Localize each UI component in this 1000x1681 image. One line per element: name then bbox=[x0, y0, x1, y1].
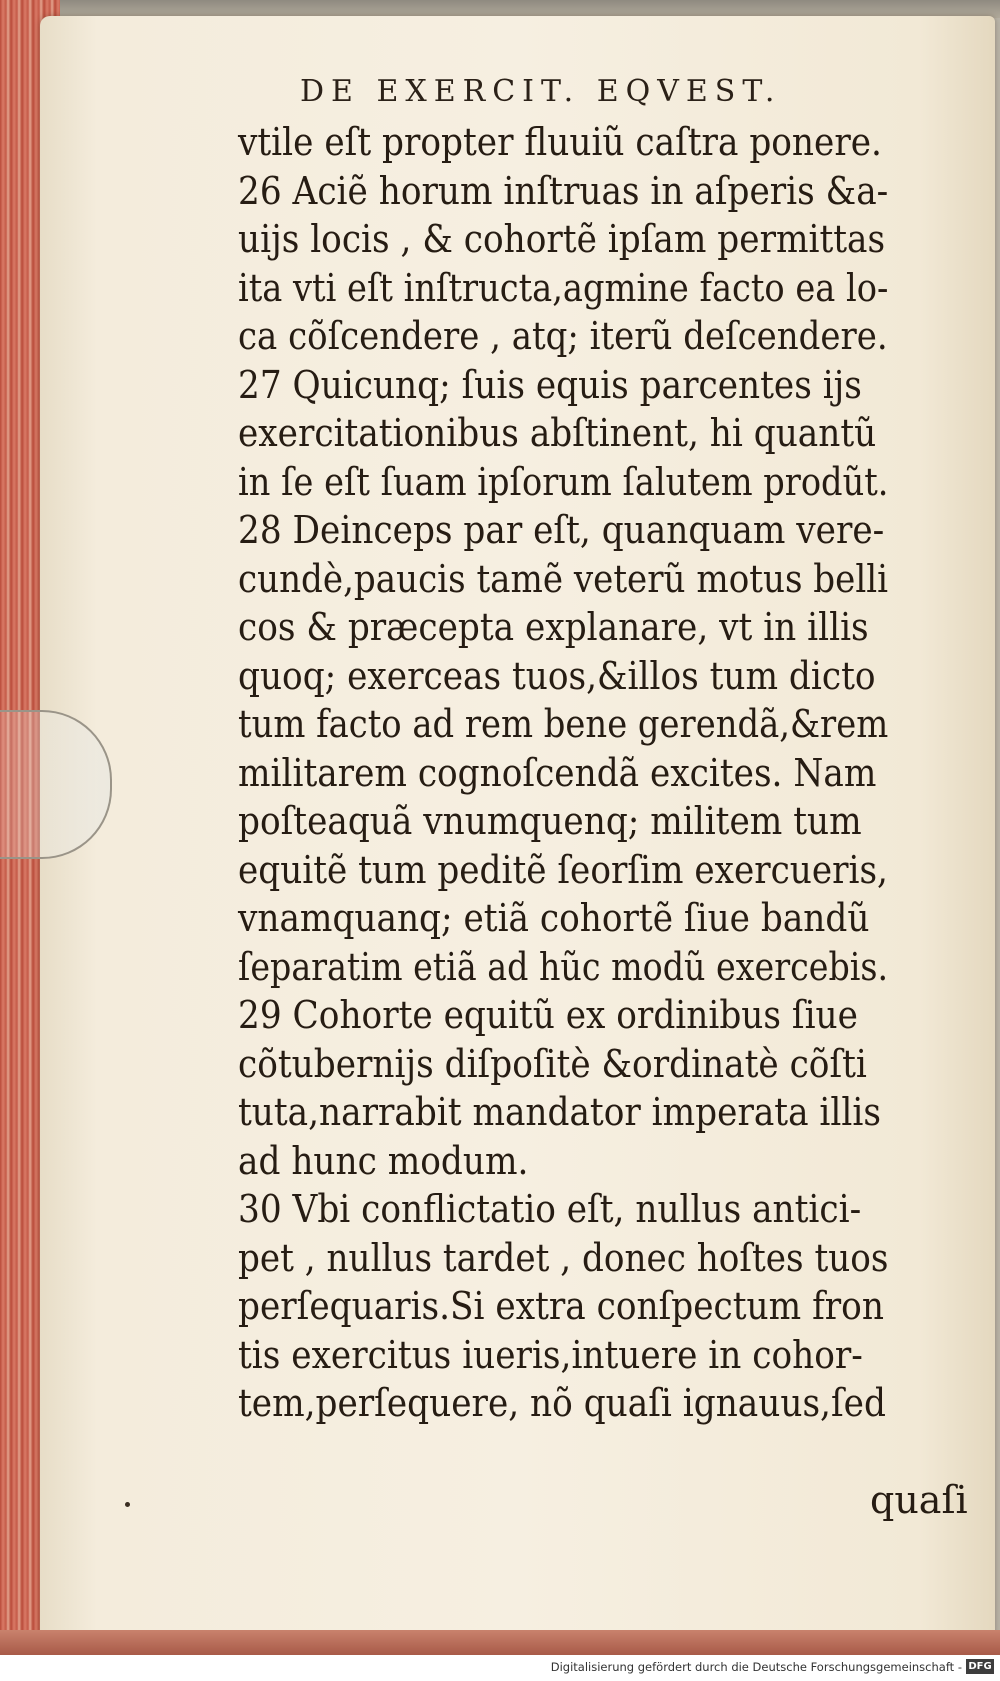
text-line: 27 Quicunq; ſuis equis parcentes ijs bbox=[238, 362, 862, 407]
text-line: cos & præcepta explanare, vt in illis bbox=[238, 605, 869, 649]
text-line: vnamquanq; etiã cohortẽ ſiue bandũ bbox=[238, 896, 870, 940]
digitization-footer bbox=[0, 1655, 1000, 1681]
running-header: DE EXERCIT. EQVEST. bbox=[300, 74, 782, 109]
text-line: ca cõſcendere , atq; iterũ deſcendere. bbox=[238, 314, 888, 358]
text-line: uijs locis , & cohortẽ ipſam permittas bbox=[238, 217, 886, 261]
text-line: tuta,narrabit mandator imperata illis bbox=[238, 1090, 881, 1134]
text-line: tum facto ad rem bene gerendã,&rem bbox=[238, 702, 889, 746]
text-line: 28 Deinceps par eſt, quanquam vere- bbox=[238, 508, 885, 552]
dfg-logo: DFG bbox=[966, 1659, 994, 1674]
text-line: cõtubernijs diſpoſitè &ordinatè cõſti bbox=[238, 1041, 867, 1086]
text-line: quoq; exerceas tuos,&illos tum dicto bbox=[238, 653, 876, 698]
text-line: 26 Aciẽ horum inſtruas in aſperis &a- bbox=[238, 168, 889, 213]
text-line: perſequaris.Si extra conſpectum fron bbox=[238, 1284, 884, 1328]
text-line: in ſe eſt ſuam ipſorum ſalutem prodũt. bbox=[238, 459, 889, 504]
body-text bbox=[238, 118, 958, 1428]
text-line: militarem cognoſcendã excites. Nam bbox=[238, 750, 877, 795]
ink-spot bbox=[125, 1502, 130, 1507]
footer-credit: Digitalisierung gefördert durch die Deutsche Forschungsgemeinschaft - bbox=[550, 1660, 962, 1674]
text-line: poſteaquã vnumquenq; militem tum bbox=[238, 799, 862, 843]
text-line: 30 Vbi conflictatio eſt, nullus antici- bbox=[238, 1187, 862, 1231]
catchword: quaſi bbox=[870, 1478, 968, 1522]
text-line: pet , nullus tardet , donec hoſtes tuos bbox=[238, 1235, 889, 1280]
text-line: ſeparatim etiã ad hũc modũ exercebis. bbox=[238, 944, 889, 989]
text-line: cundè,paucis tamẽ veterũ motus belli bbox=[238, 556, 889, 601]
text-line: tis exercitus iueris,intuere in cohor- bbox=[238, 1332, 863, 1377]
text-line: ad hunc modum. bbox=[238, 1138, 529, 1183]
text-line: ita vti eſt inſtructa,agmine facto ea lo- bbox=[238, 265, 889, 310]
text-line: vtile eſt propter fluuiũ caſtra ponere. bbox=[238, 120, 882, 164]
text-line: equitẽ tum peditẽ ſeorſim exercueris, bbox=[238, 847, 888, 892]
text-line: exercitationibus abſtinent, hi quantũ bbox=[238, 411, 877, 455]
book-bottom-edge bbox=[0, 1630, 1000, 1655]
text-line: tem,perſequere, nõ quaſi ignauus,ſed bbox=[238, 1381, 886, 1425]
text-line: 29 Cohorte equitũ ex ordinibus ſiue bbox=[238, 993, 858, 1037]
